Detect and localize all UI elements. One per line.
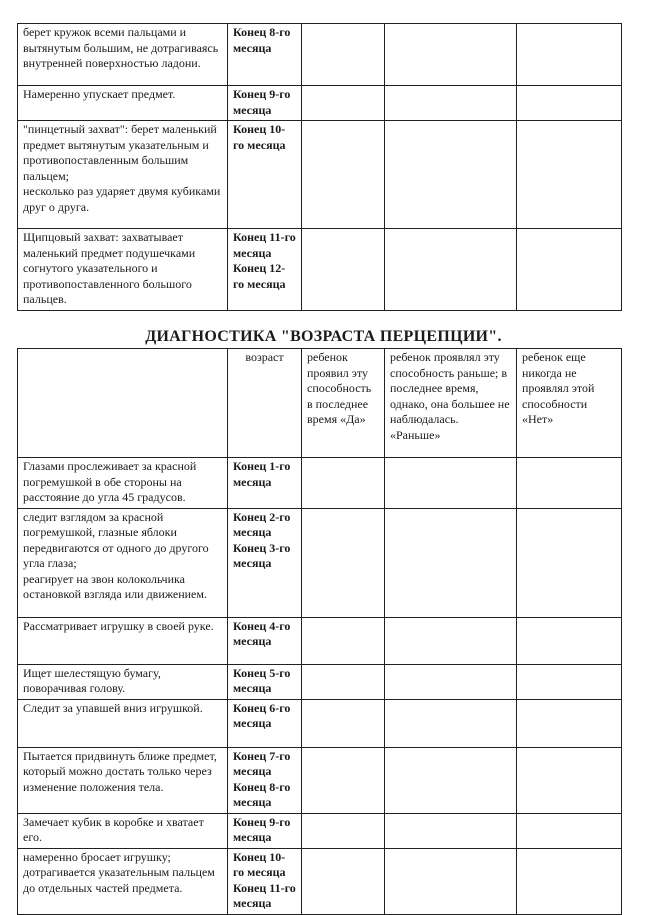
table-row [18, 747, 622, 813]
answer-cell-yes[interactable] [302, 699, 385, 747]
header-skill [18, 349, 228, 458]
table-row [18, 617, 622, 664]
age-label: Конец 6-го месяца [233, 700, 291, 730]
skill-description: Следит за упавшей вниз игрушкой. [18, 699, 228, 747]
age-cell [228, 747, 302, 813]
answer-cell-before[interactable] [385, 229, 517, 311]
age-cell [228, 121, 302, 229]
answer-cell-before[interactable] [385, 848, 517, 914]
age-cell [228, 848, 302, 914]
header-no: ребенок еще никогда не проявлял этой способности «Нет» [517, 349, 622, 458]
answer-cell-yes[interactable] [302, 229, 385, 311]
age-label: Конец 2-го месяца [233, 509, 291, 539]
answer-cell-before[interactable] [385, 699, 517, 747]
table-row [18, 24, 622, 86]
skill-description: Щипцовый захват: захватывает маленький предмет подушечками согнутого указательного и противопоставленного большого пальцев. [18, 229, 228, 311]
age-cell [228, 24, 302, 86]
table-row [18, 508, 622, 617]
answer-cell-before[interactable] [385, 24, 517, 86]
table-row [18, 848, 622, 914]
skill-description: Рассматривает игрушку в своей руке. [18, 617, 228, 664]
age-cell [228, 86, 302, 121]
answer-cell-yes[interactable] [302, 508, 385, 617]
age-label: Конец 12-го месяца [233, 261, 286, 291]
answer-cell-yes[interactable] [302, 813, 385, 848]
answer-cell-yes[interactable] [302, 848, 385, 914]
age-cell [228, 699, 302, 747]
age-label: Конец 8-го месяца [233, 779, 291, 809]
answer-cell-yes[interactable] [302, 747, 385, 813]
answer-cell-yes[interactable] [302, 86, 385, 121]
skill-description: Пытается придвинуть ближе предмет, который можно достать только через изменение положения тела. [18, 747, 228, 813]
answer-cell-no[interactable] [517, 699, 622, 747]
answer-cell-no[interactable] [517, 229, 622, 311]
age-label: Конец 7-го месяца [233, 748, 291, 778]
skill-description: следит взглядом за красной погремушкой, глазные яблоки передвигаются от одного до другого угла глаза; реагирует на звон колокольчика остановкой взгляда или движением. [18, 508, 228, 617]
answer-cell-no[interactable] [517, 508, 622, 617]
age-label: Конец 10-го месяца [233, 122, 286, 152]
answer-cell-before[interactable] [385, 121, 517, 229]
table-row [18, 86, 622, 121]
motor-skills-table-body [18, 24, 622, 311]
skill-description: "пинцетный захват": берет маленький предмет вытянутым указательным и противопоставленным большим пальцем; несколько раз ударяет двумя кубиками друг о друга. [18, 121, 228, 229]
age-cell [228, 617, 302, 664]
table-row [18, 699, 622, 747]
age-label: Конец 9-го месяца [233, 814, 291, 844]
answer-cell-no[interactable] [517, 664, 622, 699]
answer-cell-no[interactable] [517, 617, 622, 664]
age-cell [228, 508, 302, 617]
table-row [18, 664, 622, 699]
skill-description: берет кружок всеми пальцами и вытянутым большим, не дотрагиваясь внутренней поверхностью ладони. [18, 24, 228, 86]
age-label: Конец 4-го месяца [233, 618, 291, 648]
answer-cell-before[interactable] [385, 617, 517, 664]
answer-cell-no[interactable] [517, 848, 622, 914]
age-label: Конец 11-го месяца [233, 230, 296, 260]
age-label: Конец 1-го месяца [233, 459, 291, 489]
answer-cell-no[interactable] [517, 121, 622, 229]
age-label: Конец 9-го месяца [233, 87, 291, 117]
table-row [18, 813, 622, 848]
answer-cell-yes[interactable] [302, 24, 385, 86]
age-label: Конец 5-го месяца [233, 665, 291, 695]
header-row [18, 349, 622, 458]
perception-table-body [18, 349, 622, 915]
answer-cell-before[interactable] [385, 508, 517, 617]
age-cell [228, 458, 302, 509]
answer-cell-yes[interactable] [302, 664, 385, 699]
answer-cell-no[interactable] [517, 458, 622, 509]
skill-description: Глазами прослеживает за красной погремушкой в обе стороны на расстояние до угла 45 градусов. [18, 458, 228, 509]
answer-cell-yes[interactable] [302, 121, 385, 229]
answer-cell-no[interactable] [517, 86, 622, 121]
age-label: Конец 8-го месяца [233, 25, 291, 55]
answer-cell-before[interactable] [385, 664, 517, 699]
age-label: Конец 11-го месяца [233, 880, 296, 910]
motor-skills-table [17, 23, 622, 311]
answer-cell-before[interactable] [385, 86, 517, 121]
age-label: Конец 3-го месяца [233, 540, 291, 570]
header-before: ребенок проявлял эту способность раньше; в последнее время, однако, она большее не наблюдалась. «Раньше» [385, 349, 517, 458]
answer-cell-yes[interactable] [302, 458, 385, 509]
table-row [18, 121, 622, 229]
header-yes: ребенок проявил эту способность в последнее время «Да» [302, 349, 385, 458]
header-age: возраст [228, 349, 302, 458]
answer-cell-no[interactable] [517, 747, 622, 813]
answer-cell-no[interactable] [517, 24, 622, 86]
perception-diagnostics-table [17, 348, 622, 915]
age-cell [228, 229, 302, 311]
skill-description: Намеренно упускает предмет. [18, 86, 228, 121]
answer-cell-before[interactable] [385, 747, 517, 813]
table-row [18, 229, 622, 311]
skill-description: намеренно бросает игрушку; дотрагивается указательным пальцем до отдельных частей предмета. [18, 848, 228, 914]
answer-cell-before[interactable] [385, 813, 517, 848]
answer-cell-no[interactable] [517, 813, 622, 848]
age-cell [228, 813, 302, 848]
skill-description: Замечает кубик в коробке и хватает его. [18, 813, 228, 848]
age-label: Конец 10-го месяца [233, 849, 286, 879]
age-cell [228, 664, 302, 699]
section-title: ДИАГНОСТИКА "ВОЗРАСТА ПЕРЦЕПЦИИ". [145, 328, 502, 345]
answer-cell-yes[interactable] [302, 617, 385, 664]
skill-description: Ищет шелестящую бумагу, поворачивая голову. [18, 664, 228, 699]
answer-cell-before[interactable] [385, 458, 517, 509]
table-row [18, 458, 622, 509]
